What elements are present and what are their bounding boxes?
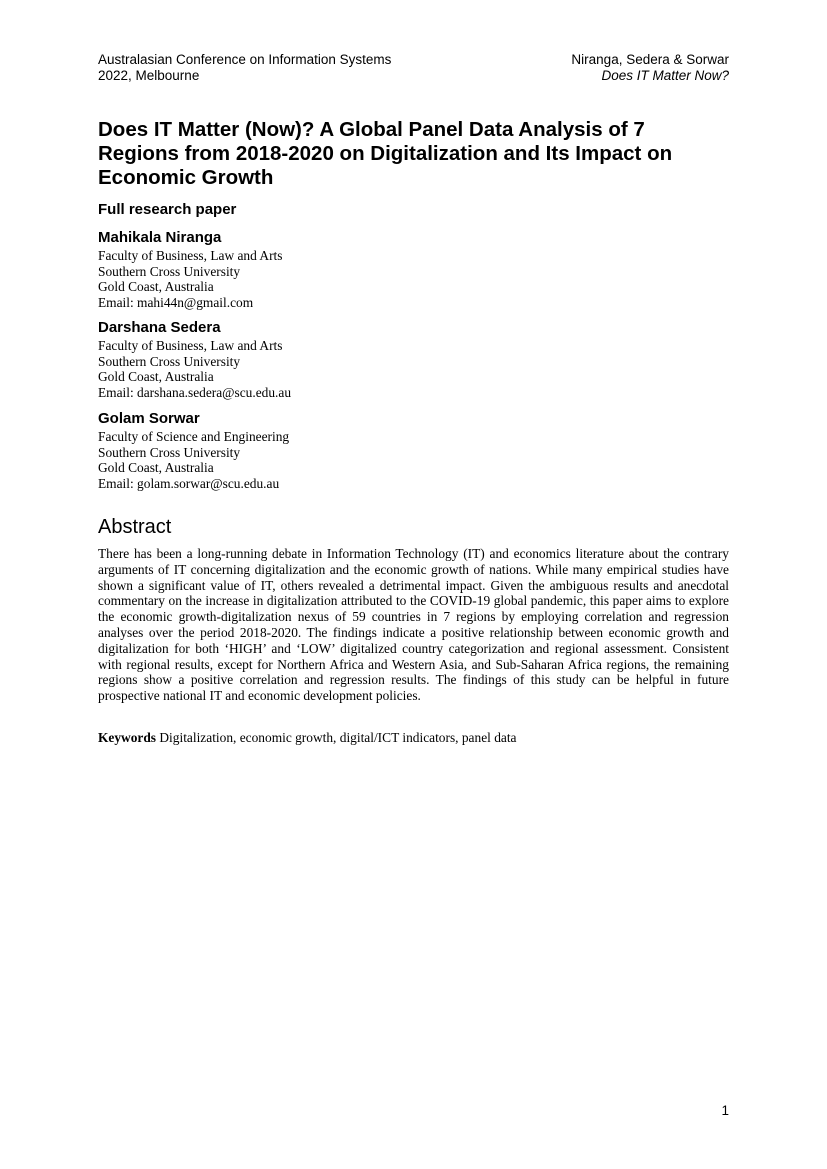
conference-name: Australasian Conference on Information Systems [98, 52, 392, 67]
author-affiliation [98, 429, 289, 491]
author-name: Golam Sorwar [98, 410, 200, 427]
author-affiliation [98, 248, 282, 310]
running-header-left [98, 52, 391, 84]
author-university: Southern Cross University [98, 263, 241, 279]
page-number: 1 [721, 1103, 729, 1118]
author-affiliation [98, 338, 291, 400]
author-location: Gold Coast, Australia [98, 369, 214, 385]
author-email: Email: golam.sorwar@scu.edu.au [98, 475, 280, 491]
running-header-right [571, 52, 729, 84]
author-faculty: Faculty of Science and Engineering [98, 429, 290, 444]
author-block [98, 410, 289, 491]
conference-year-location: 2022, Melbourne [98, 68, 200, 83]
author-university: Southern Cross University [98, 444, 241, 460]
running-short-title: Does IT Matter Now? [601, 68, 729, 83]
author-university: Southern Cross University [98, 353, 241, 369]
abstract-text: There has been a long-running debate in Information Technology (IT) and economics literature about the contrary arguments of IT concerning digitalization and the economic growth of nations. While many empirical studies have shown a significant value of IT, others revealed a detrimental impact. Given the ambiguous results and anecdotal commentary on the increase in digitalization attributed to the COVID-19 global pandemic, this paper aims to explore the economic growth-digitalization nexus of 59 countries in 7 regions by employing correlation and regression analyses over the period 2018-2020. The findings indicate a positive relationship between economic growth and digitalization for both ‘HIGH’ and ‘LOW’ digitalized country categorization and regional assessment. Consistent with regional results, except for Northern Africa and Western Asia, and Sub-Saharan Africa regions, the remaining regions show a positive correlation and regression results. The findings of this study can be helpful in future prospective national IT and economic development policies. [98, 546, 729, 704]
author-email: Email: darshana.sedera@scu.edu.au [98, 384, 292, 400]
abstract-heading: Abstract [98, 516, 172, 538]
author-location: Gold Coast, Australia [98, 279, 214, 295]
keywords-line [98, 730, 517, 746]
paper-page [98, 0, 729, 1169]
author-email: Email: mahi44n@gmail.com [98, 294, 254, 310]
keywords-label: Keywords [98, 730, 157, 745]
author-name: Mahikala Niranga [98, 229, 222, 246]
author-location: Gold Coast, Australia [98, 460, 214, 476]
paper-type: Full research paper [98, 201, 237, 218]
paper-title: Does IT Matter (Now)? A Global Panel Data Analysis of 7 Regions from 2018-2020 on Digitalization and Its Impact on Economic Growth [98, 118, 673, 189]
keywords-text: Digitalization, economic growth, digital/ICT indicators, panel data [159, 730, 517, 745]
running-authors: Niranga, Sedera & Sorwar [571, 52, 729, 67]
author-faculty: Faculty of Business, Law and Arts [98, 248, 283, 263]
author-faculty: Faculty of Business, Law and Arts [98, 338, 283, 353]
author-block [98, 229, 282, 310]
author-block [98, 319, 291, 400]
author-name: Darshana Sedera [98, 319, 221, 336]
